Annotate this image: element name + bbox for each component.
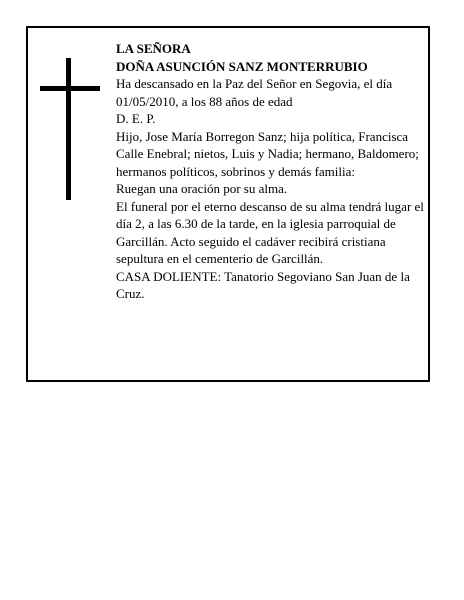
obituary-notice	[26, 26, 430, 382]
rip-line: D. E. P.	[116, 111, 156, 126]
deceased-name: DOÑA ASUNCIÓN SANZ MONTERRUBIO	[116, 58, 368, 74]
cross-icon	[40, 58, 100, 200]
mourning-house: CASA DOLIENTE: Tanatorio Segoviano San Juan de la Cruz.	[116, 268, 410, 301]
notice-body	[116, 40, 428, 303]
funeral-details: El funeral por el eterno descanso de su alma tendrá lugar el día 2, a las 6.30 de la tarde, en la iglesia parroquial de Garcillán. Acto seguido el cadáver recibirá cristiana sepultura en el cementerio de Garcillán.	[116, 198, 424, 266]
cross-vertical-bar	[66, 58, 71, 200]
cross-horizontal-bar	[40, 86, 100, 91]
prayer-request: Ruegan una oración por su alma.	[116, 181, 288, 196]
title-line-1: LA SEÑORA	[116, 41, 191, 56]
family-list: Hijo, Jose María Borregon Sanz; hija política, Francisca Calle Enebral; nietos, Luis y Nadia; hermano, Baldomero; hermanos políticos, sobrinos y demás familia:	[116, 128, 419, 179]
death-announcement: Ha descansado en la Paz del Señor en Segovia, el día 01/05/2010, a los 88 años de edad	[116, 76, 393, 109]
